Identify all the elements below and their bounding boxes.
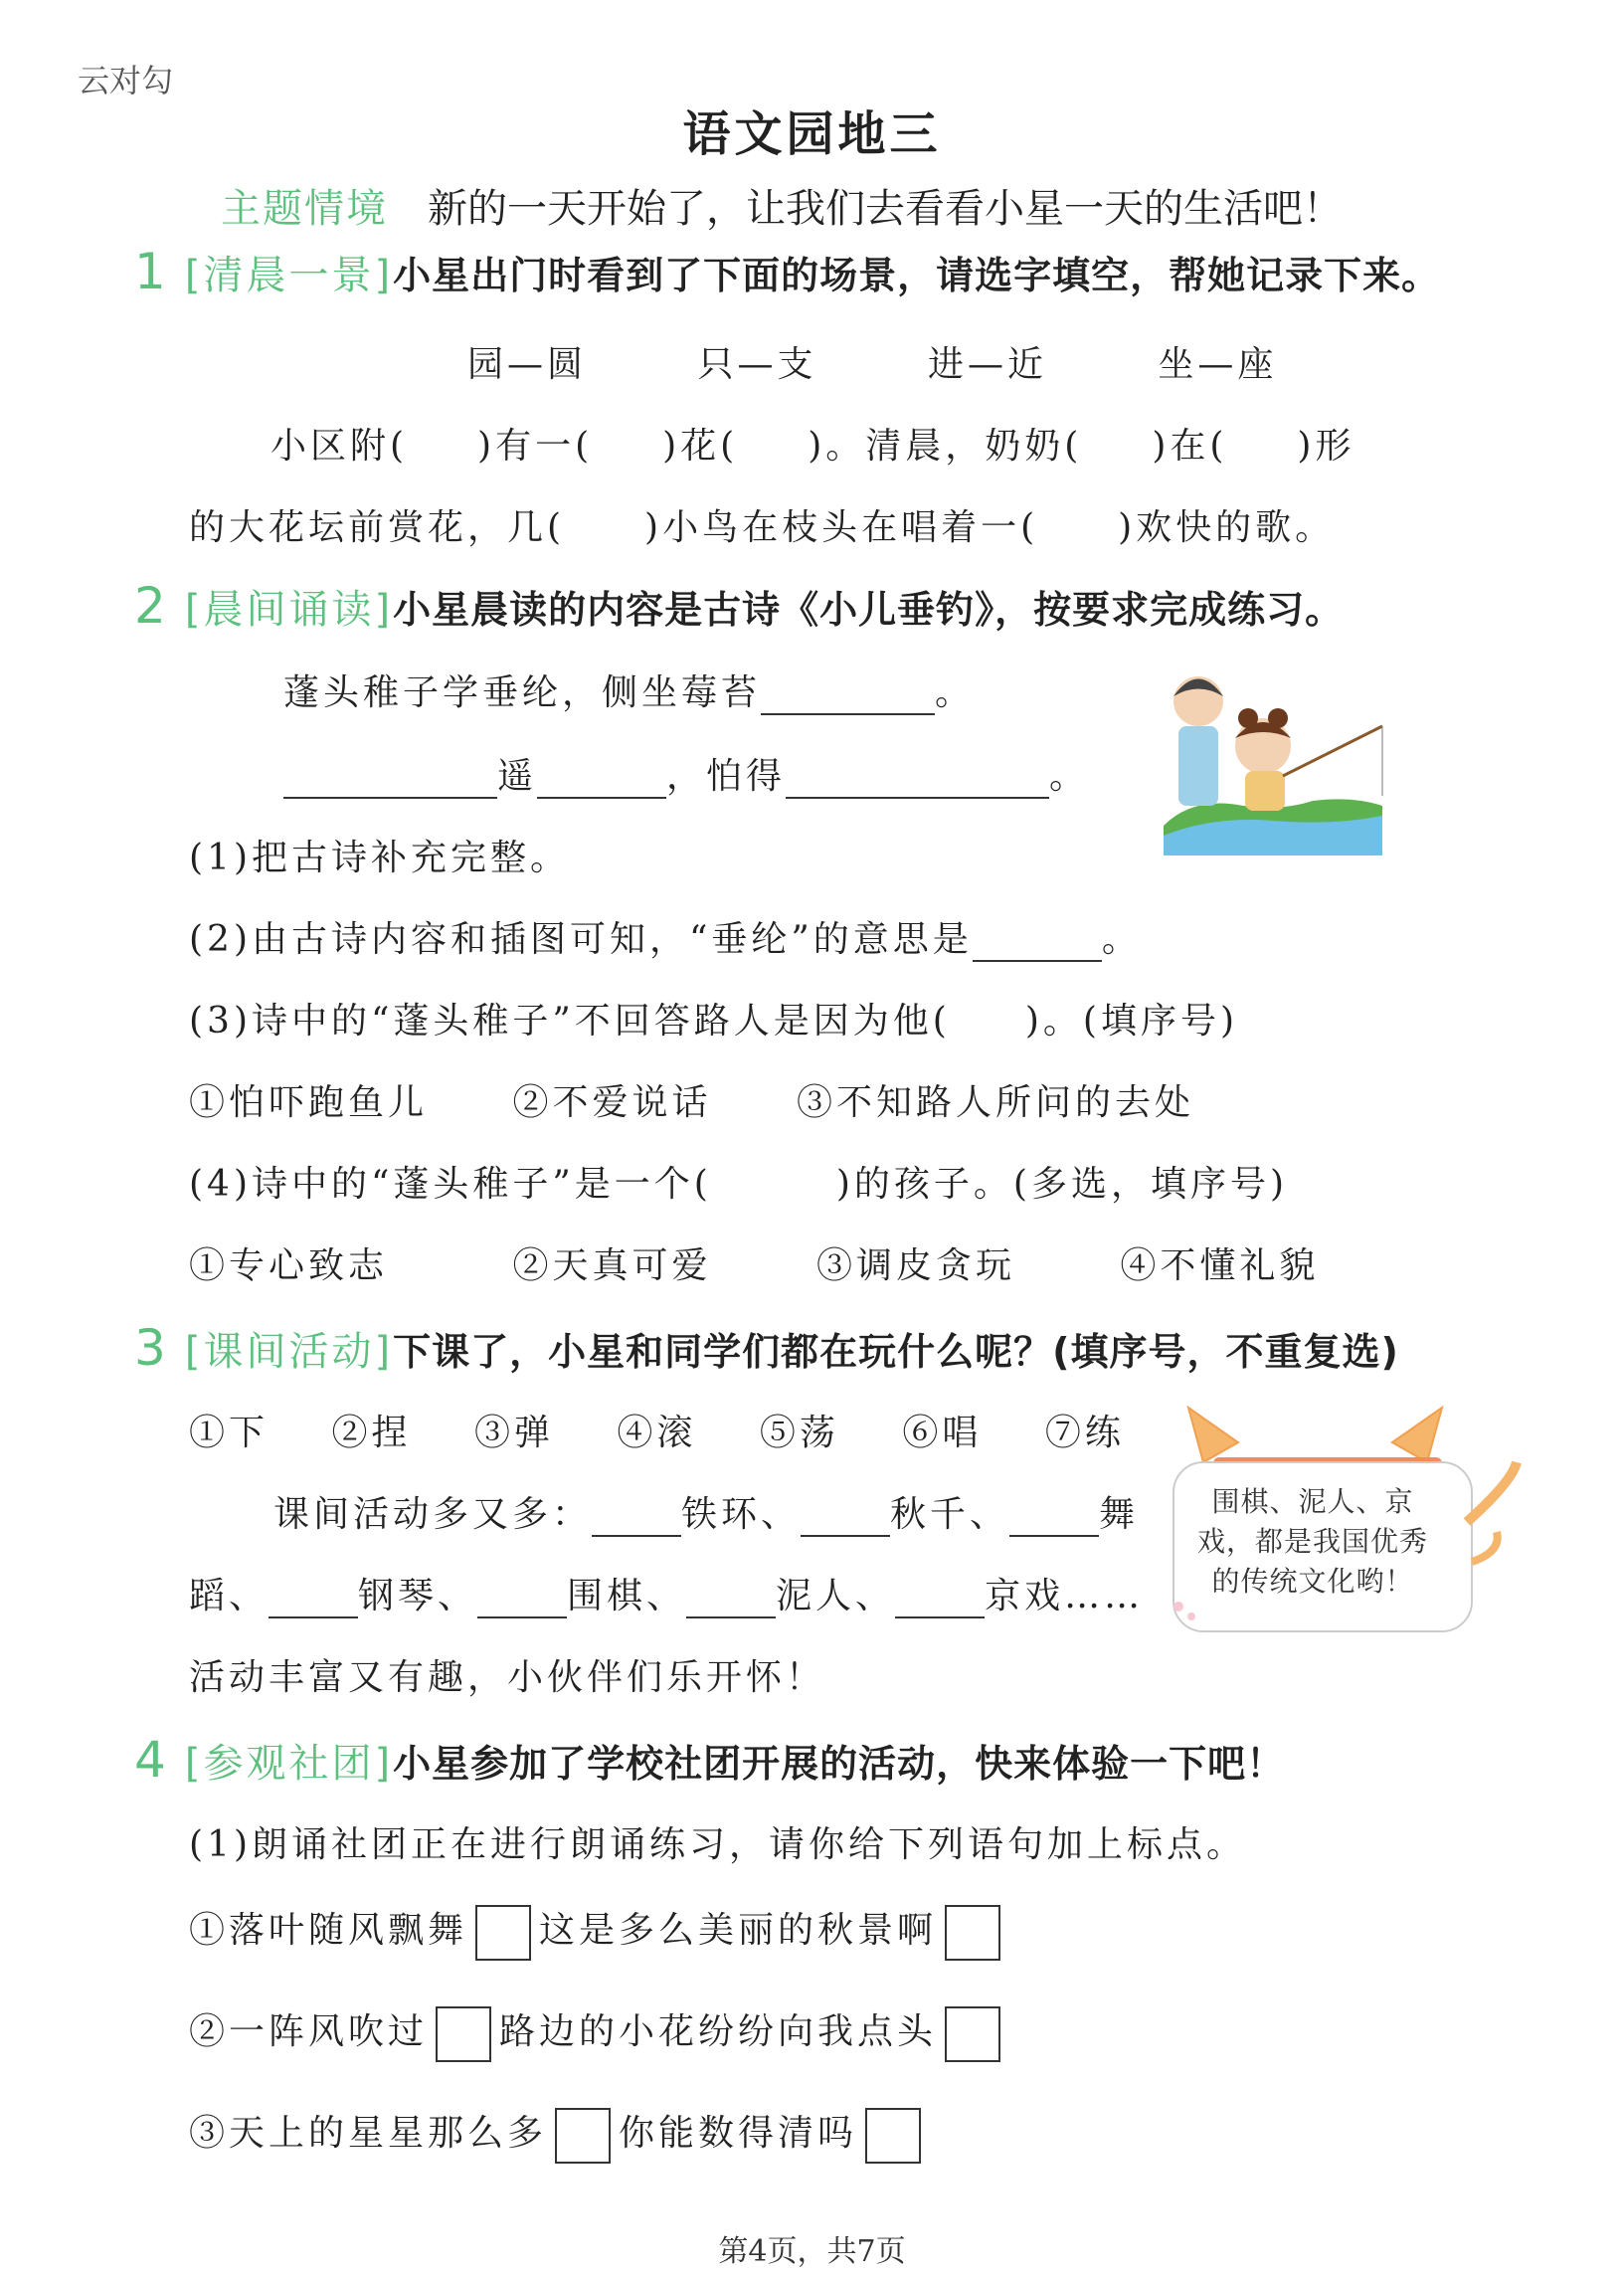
q3-line-1 xyxy=(273,1486,1139,1537)
sentence-part: 路边的小花纷纷向我点头 xyxy=(499,2011,938,2052)
question-number: 1 xyxy=(134,243,166,300)
page-title: 语文园地三 xyxy=(682,106,942,162)
text-segment: )花( xyxy=(662,426,739,467)
bubble-text: 围棋、泥人、京戏，都是我国优秀的传统文化哟！ xyxy=(1196,1485,1428,1598)
q2-sub-3-options xyxy=(189,1074,1194,1125)
option: ③调皮贪玩 xyxy=(815,1245,1015,1286)
sentence-part: ①落叶随风飘舞 xyxy=(189,1910,468,1951)
punctuation-item xyxy=(189,2003,1008,2062)
punctuation-box[interactable] xyxy=(865,2108,921,2164)
option: ③弹 xyxy=(473,1413,554,1453)
theme-tag: 主题情境 xyxy=(221,186,388,232)
question-text: 小星出门时看到了下面的场景，请选字填空，帮她记录下来。 xyxy=(393,254,1441,297)
option: ⑥唱 xyxy=(902,1413,983,1453)
answer-line[interactable] xyxy=(1009,1501,1099,1537)
question-text: 小星参加了学校社团开展的活动，快来体验一下吧！ xyxy=(393,1742,1286,1786)
q3-options xyxy=(189,1405,1125,1455)
q3-line-2 xyxy=(189,1568,1144,1618)
text-segment: 京戏…… xyxy=(985,1576,1145,1616)
sentence-part: 这是多么美丽的秋景啊 xyxy=(539,1910,938,1951)
answer-line[interactable] xyxy=(269,1583,358,1618)
poem-text: ，怕得 xyxy=(666,756,787,797)
question-text: 小星晨读的内容是古诗《小儿垂钓》，按要求完成练习。 xyxy=(393,588,1345,632)
question-2-heading xyxy=(134,577,1344,635)
sentence-part: ③天上的星星那么多 xyxy=(189,2113,548,2154)
question-3-heading xyxy=(134,1319,1399,1377)
option: ②天真可爱 xyxy=(512,1245,712,1286)
question-tag: [清晨一景] xyxy=(184,253,394,298)
sentence-part: 你能数得清吗 xyxy=(619,2113,858,2154)
q1-sentence-line-2 xyxy=(189,499,1335,550)
sub-text: )的孩子。(多选，填序号) xyxy=(835,1164,1288,1205)
option: ④不懂礼貌 xyxy=(1120,1245,1320,1286)
poem-text: 。 xyxy=(1049,756,1090,797)
option: ①专心致志 xyxy=(189,1245,389,1286)
answer-line[interactable] xyxy=(537,763,666,799)
punctuation-box[interactable] xyxy=(945,2006,1000,2062)
pair-item: 园—圆 xyxy=(467,344,588,385)
question-4-heading xyxy=(134,1731,1285,1789)
page-footer: 第4页，共7页 xyxy=(718,2234,906,2269)
theme-row xyxy=(221,177,1343,234)
poem-text: 蓬头稚子学垂纶，侧坐莓苔 xyxy=(283,672,762,713)
text-segment: 泥人、 xyxy=(776,1576,896,1616)
answer-line[interactable] xyxy=(761,679,935,715)
punctuation-box[interactable] xyxy=(436,2006,491,2062)
punctuation-box[interactable] xyxy=(945,1905,1000,1961)
poem-text: 。 xyxy=(935,672,976,713)
text-segment: 秋千、 xyxy=(890,1494,1010,1535)
text-segment: 课间活动多又多： xyxy=(273,1494,593,1535)
text-segment: 的大花坛前赏花，几( xyxy=(189,507,566,548)
text-segment: )小鸟在枝头在唱着一( xyxy=(644,507,1039,548)
answer-line[interactable] xyxy=(477,1583,567,1618)
question-text: 下课了，小星和同学们都在玩什么呢？(填序号，不重复选) xyxy=(393,1330,1399,1374)
option: ②捏 xyxy=(331,1413,412,1453)
answer-line[interactable] xyxy=(786,763,1049,799)
question-1-heading xyxy=(134,243,1440,300)
pair-item: 只—支 xyxy=(697,344,817,385)
theme-text: 新的一天开始了，让我们去看看小星一天的生活吧！ xyxy=(428,186,1343,232)
text-segment: )有一( xyxy=(477,426,594,467)
poem-line-2 xyxy=(283,748,1089,799)
sentence-part: ②一阵风吹过 xyxy=(189,2011,429,2052)
punctuation-item xyxy=(189,1902,1008,1961)
pair-item: 进—近 xyxy=(927,344,1047,385)
text-segment: 铁环、 xyxy=(681,1494,802,1535)
question-number: 3 xyxy=(134,1319,166,1377)
text-segment: )在( xyxy=(1152,426,1228,467)
option: ④滚 xyxy=(617,1413,697,1453)
text-segment: 舞 xyxy=(1099,1494,1140,1535)
publisher-mark: 云对勾 xyxy=(78,62,174,99)
q1-sentence-line-1 xyxy=(271,418,1354,469)
option: ⑤荡 xyxy=(759,1413,839,1453)
text-segment: )。清晨，奶奶( xyxy=(808,426,1083,467)
option: ②不爱说话 xyxy=(512,1082,712,1123)
q3-line-3: 活动丰富又有趣，小伙伴们乐开怀！ xyxy=(189,1657,826,1698)
punctuation-box[interactable] xyxy=(555,2108,611,2164)
q2-sub-4-options xyxy=(189,1237,1319,1288)
answer-line[interactable] xyxy=(686,1583,776,1618)
cat-speech-bubble xyxy=(1144,1403,1522,1641)
question-number: 2 xyxy=(134,577,166,635)
poem-text: 遥 xyxy=(497,756,538,797)
q2-sub-2 xyxy=(189,911,1142,962)
punctuation-item xyxy=(189,2105,929,2164)
text-segment: 围棋、 xyxy=(567,1576,687,1616)
punctuation-box[interactable] xyxy=(475,1905,531,1961)
option: ⑦练 xyxy=(1044,1413,1125,1453)
poem-line-1 xyxy=(283,664,975,715)
text-segment: )欢快的歌。 xyxy=(1118,507,1336,548)
sub-text: 。 xyxy=(1101,919,1142,960)
question-number: 4 xyxy=(134,1731,166,1789)
poem-illustration xyxy=(1154,657,1392,855)
character-pairs xyxy=(467,336,1277,387)
answer-line[interactable] xyxy=(283,763,497,799)
text-segment: )形 xyxy=(1297,426,1355,467)
text-segment: 钢琴、 xyxy=(358,1576,478,1616)
question-tag: [参观社团] xyxy=(184,1741,394,1787)
text-segment: 小区附( xyxy=(271,426,409,467)
answer-line[interactable] xyxy=(895,1583,985,1618)
sub-text: (2)由古诗内容和插图可知，“垂纶”的意思是 xyxy=(189,919,973,960)
sub-text: (3)诗中的“蓬头稚子”不回答路人是因为他( xyxy=(189,1001,951,1042)
question-tag: [晨间诵读] xyxy=(184,587,394,633)
sub-text: )。(填序号) xyxy=(1024,1001,1238,1042)
q2-sub-1: (1)把古诗补充完整。 xyxy=(189,838,570,878)
option: ①下 xyxy=(189,1413,270,1453)
sub-text: (4)诗中的“蓬头稚子”是一个( xyxy=(189,1164,712,1205)
q2-sub-4 xyxy=(189,1156,1288,1207)
option: ③不知路人所问的去处 xyxy=(796,1082,1194,1123)
q4-sub-1: (1)朗诵社团正在进行朗诵练习，请你给下列语句加上标点。 xyxy=(189,1824,1246,1865)
answer-line[interactable] xyxy=(592,1501,681,1537)
pair-item: 坐—座 xyxy=(1158,344,1278,385)
q2-sub-3 xyxy=(189,993,1238,1044)
question-tag: [课间活动] xyxy=(184,1329,394,1375)
option: ①怕吓跑鱼儿 xyxy=(189,1082,429,1123)
answer-line[interactable] xyxy=(801,1501,890,1537)
answer-line[interactable] xyxy=(973,926,1102,962)
text-segment: 蹈、 xyxy=(189,1576,270,1616)
